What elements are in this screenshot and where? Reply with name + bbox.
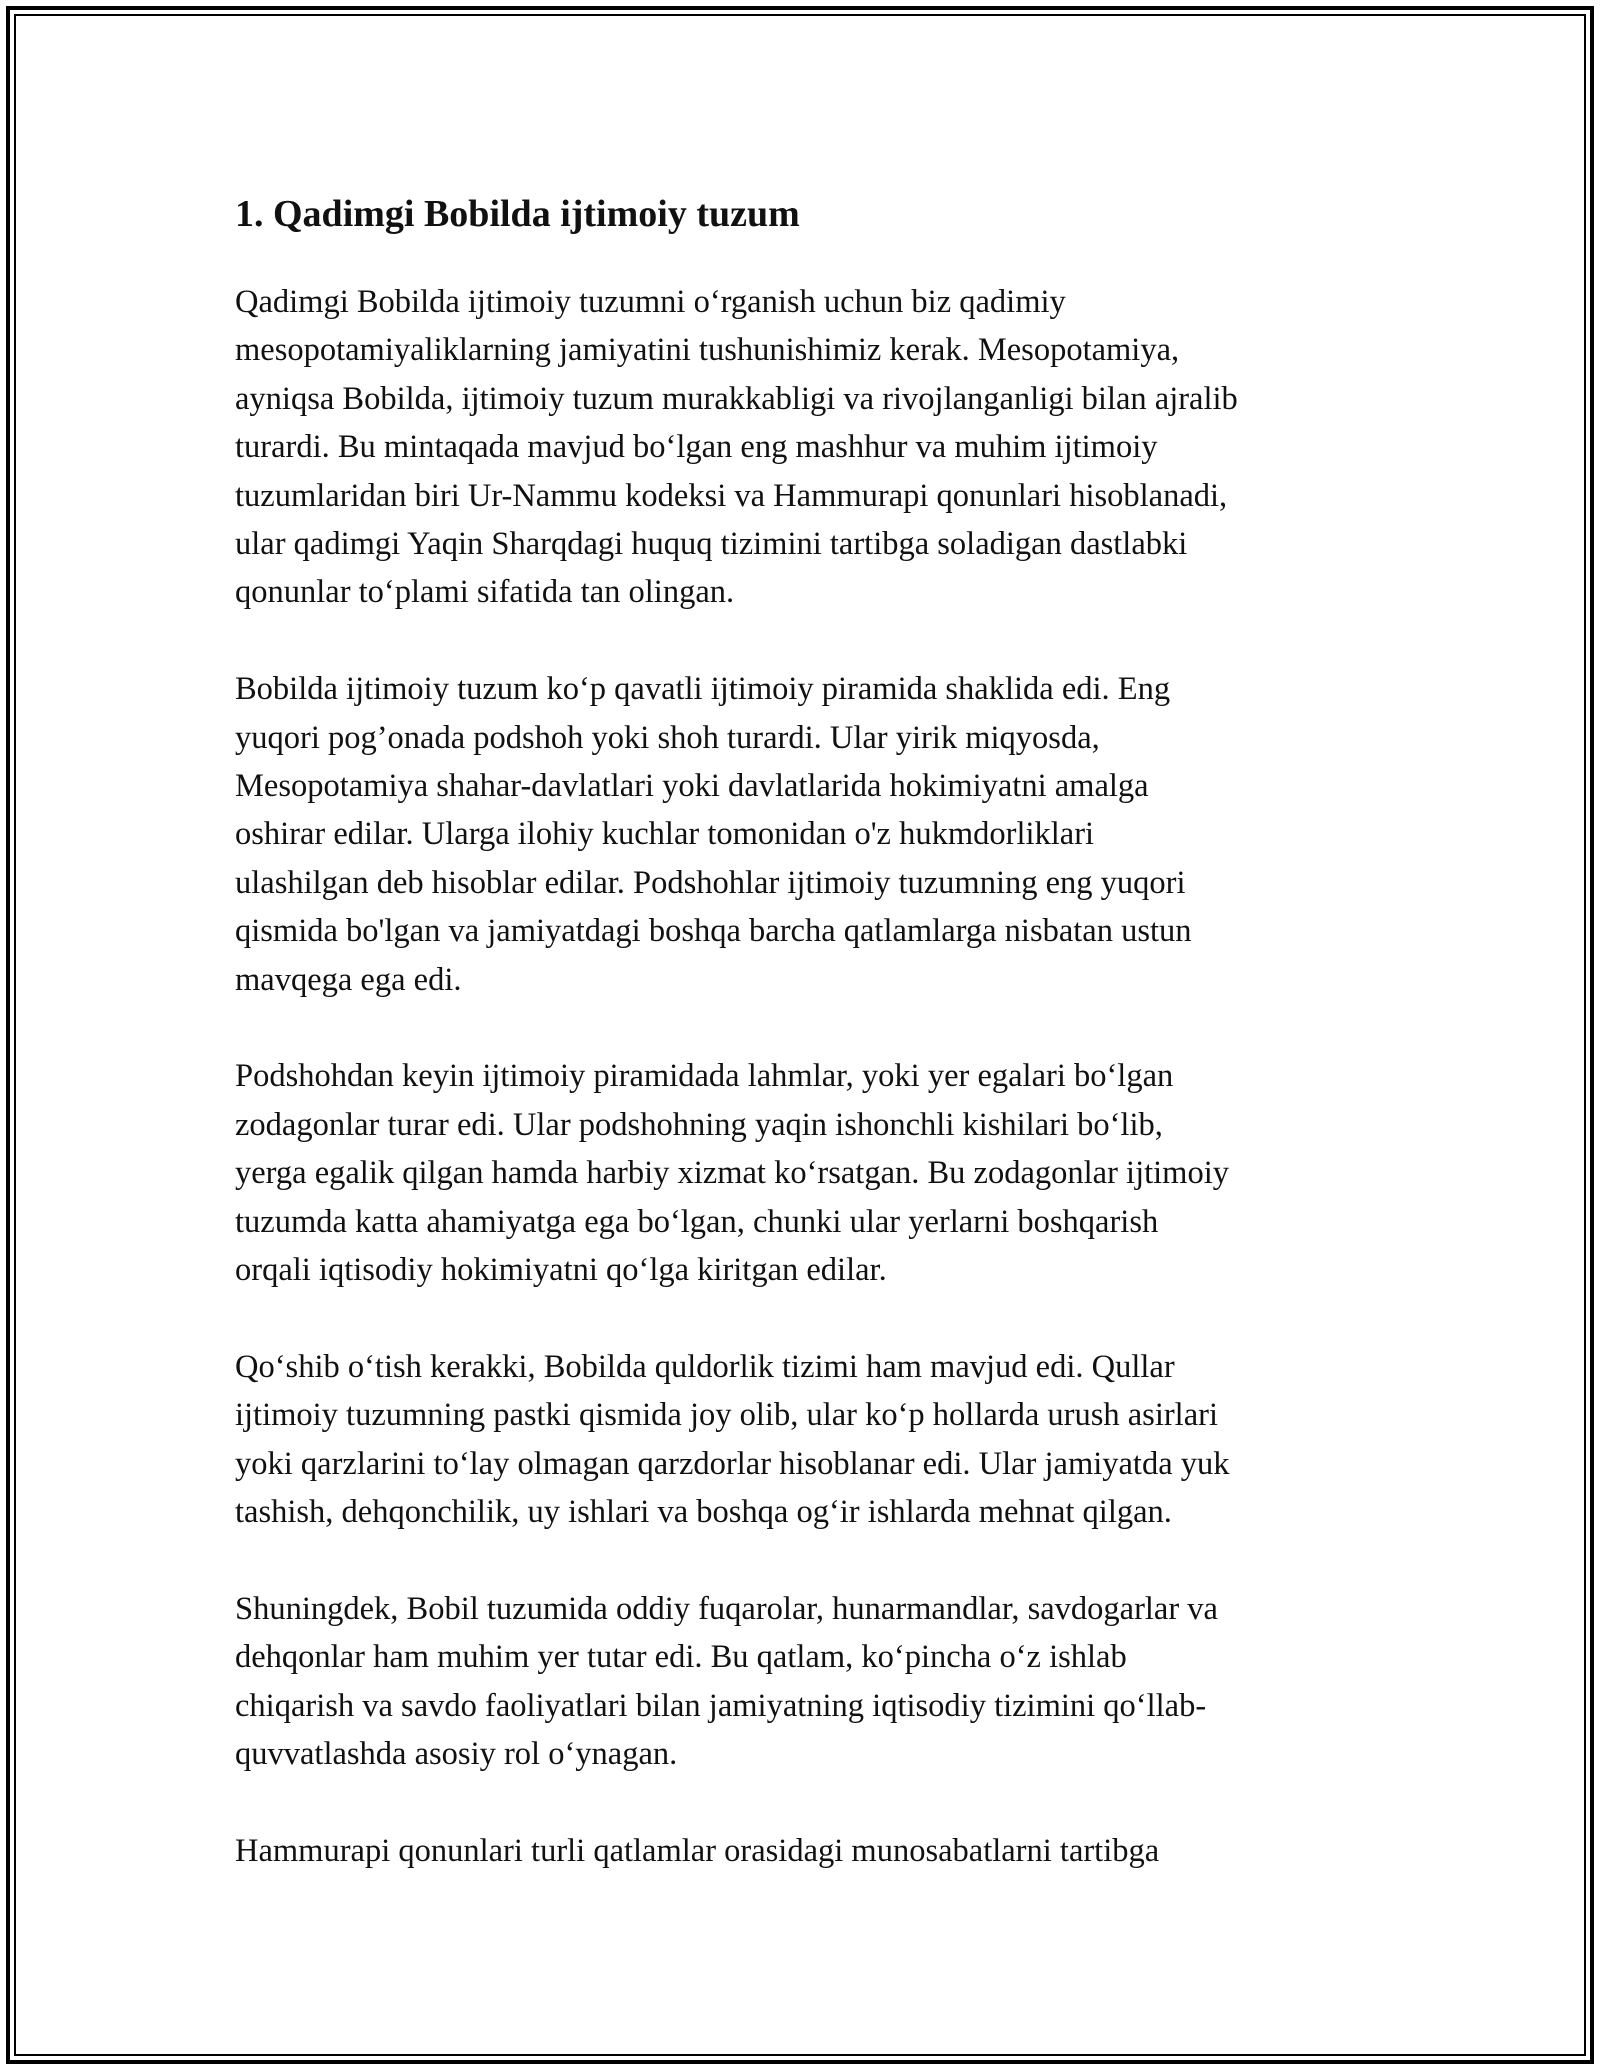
paragraph-nobility: [235, 1052, 1375, 1294]
paragraph-slavery: [235, 1343, 1375, 1537]
text-line: Bobilda ijtimoiy tuzum ko‘p qavatli ijtimoiy piramida shaklida edi. Eng: [235, 671, 1171, 708]
text-line: orqali iqtisodiy hokimiyatni qo‘lga kiritgan edilar.: [235, 1252, 887, 1289]
text-line: qismida bo'lgan va jamiyatdagi boshqa barcha qatlamlarga nisbatan ustun: [235, 913, 1192, 950]
text-line: dehqonlar ham muhim yer tutar edi. Bu qatlam, ko‘pincha o‘z ishlab: [235, 1639, 1127, 1676]
text-line: yuqori pog’onada podshoh yoki shoh turardi. Ular yirik miqyosda,: [235, 719, 1100, 756]
text-line: ayniqsa Bobilda, ijtimoiy tuzum murakkabligi va rivojlanganligi bilan ajralib: [235, 380, 1238, 417]
paragraph-king: [235, 665, 1375, 1004]
document-body: [235, 178, 1375, 1924]
text-line: tashish, dehqonchilik, uy ishlari va boshqa og‘ir ishlarda mehnat qilgan.: [235, 1494, 1172, 1531]
text-line: Qadimgi Bobilda ijtimoiy tuzumni o‘rganish uchun biz qadimiy: [235, 284, 1066, 320]
section-heading: 1. Qadimgi Bobilda ijtimoiy tuzum: [235, 193, 800, 235]
text-line: Podshohdan keyin ijtimoiy piramidada lahmlar, yoki yer egalari bo‘lgan: [235, 1058, 1174, 1095]
text-line: oshirar edilar. Ularga ilohiy kuchlar tomonidan o'z hukmdorliklari: [235, 816, 1095, 853]
text-line: Mesopotamiya shahar-davlatlari yoki davlatlarida hokimiyatni amalga: [235, 768, 1149, 805]
text-line: Hammurapi qonunlari turli qatlamlar orasidagi munosabatlarni tartibga: [235, 1832, 1160, 1869]
text-line: mavqega ega edi.: [235, 961, 462, 998]
text-line: turardi. Bu mintaqada mavjud bo‘lgan eng mashhur va muhim ijtimoiy: [235, 429, 1158, 466]
text-line: chiqarish va savdo faoliyatlari bilan jamiyatning iqtisodiy tizimini qo‘llab-: [235, 1687, 1207, 1724]
text-line: qonunlar to‘plami sifatida tan olingan.: [235, 574, 735, 611]
text-line: zodagonlar turar edi. Ular podshohning yaqin ishonchli kishilari bo‘lib,: [235, 1106, 1163, 1143]
paragraph-citizens: [235, 1585, 1375, 1779]
text-line: tuzumda katta ahamiyatga ega bo‘lgan, chunki ular yerlarni boshqarish: [235, 1203, 1159, 1240]
text-line: mesopotamiyaliklarning jamiyatini tushunishimiz kerak. Mesopotamiya,: [235, 332, 1180, 369]
text-line: ijtimoiy tuzumning pastki qismida joy olib, ular ko‘p hollarda urush asirlari: [235, 1397, 1218, 1434]
text-line: yerga egalik qilgan hamda harbiy xizmat ko‘rsatgan. Bu zodagonlar ijtimoiy: [235, 1155, 1229, 1192]
text-line: Shuningdek, Bobil tuzumida oddiy fuqarolar, hunarmandlar, savdogarlar va: [235, 1590, 1218, 1627]
paragraph-intro: [235, 278, 1375, 617]
text-line: tuzumlaridan biri Ur-Nammu kodeksi va Hammurapi qonunlari hisoblanadi,: [235, 477, 1228, 514]
text-line: ulashilgan deb hisoblar edilar. Podshohlar ijtimoiy tuzumning eng yuqori: [235, 864, 1186, 901]
text-line: Qo‘shib o‘tish kerakki, Bobilda quldorlik tizimi ham mavjud edi. Qullar: [235, 1348, 1175, 1385]
text-line: quvvatlashda asosiy rol o‘ynagan.: [235, 1736, 678, 1773]
text-line: yoki qarzlarini to‘lay olmagan qarzdorlar hisoblanar edi. Ular jamiyatda yuk: [235, 1445, 1230, 1482]
text-line: ular qadimgi Yaqin Sharqdagi huquq tizimini tartibga soladigan dastlabki: [235, 526, 1188, 563]
paragraph-hammurabi: [235, 1827, 1375, 1875]
